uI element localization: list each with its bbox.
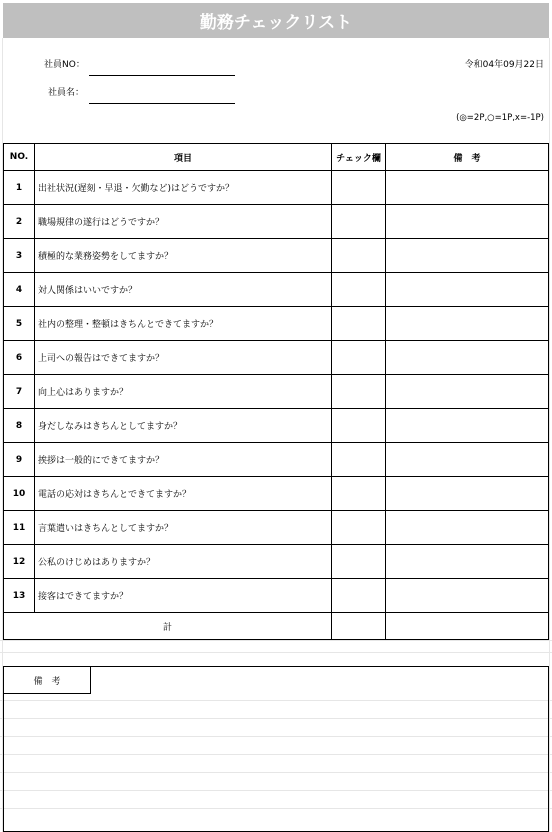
- row-no: 11: [4, 511, 35, 545]
- check-cell[interactable]: [332, 307, 386, 341]
- row-item: 職場規律の遂行はどうですか？: [35, 205, 332, 239]
- score-legend: (◎=2P,○=1P,x=-1P): [456, 113, 544, 123]
- row-no: 12: [4, 545, 35, 579]
- total-row: [4, 613, 549, 640]
- table-row: [4, 341, 549, 375]
- total-remarks-cell[interactable]: [386, 613, 549, 640]
- table-row: [4, 477, 549, 511]
- total-check-cell[interactable]: [332, 613, 386, 640]
- row-no: 4: [4, 273, 35, 307]
- notes-label: 備 考: [4, 667, 91, 694]
- header-remarks: 備 考: [386, 144, 549, 171]
- date-text: 令和04年09月22日: [464, 60, 544, 70]
- remarks-cell[interactable]: [386, 443, 549, 477]
- checklist-table: [3, 143, 549, 640]
- check-cell[interactable]: [332, 205, 386, 239]
- check-cell[interactable]: [332, 341, 386, 375]
- page-title: 勤務チェックリスト: [3, 3, 549, 38]
- row-no: 7: [4, 375, 35, 409]
- check-cell[interactable]: [332, 511, 386, 545]
- remarks-cell[interactable]: [386, 171, 549, 205]
- table-row: [4, 239, 549, 273]
- employee-no-label: 社員NO：: [44, 60, 85, 70]
- row-no: 9: [4, 443, 35, 477]
- remarks-cell[interactable]: [386, 239, 549, 273]
- table-row: [4, 545, 549, 579]
- row-item: 上司への報告はできてますか？: [35, 341, 332, 375]
- check-cell[interactable]: [332, 545, 386, 579]
- header-item: 項目: [35, 144, 332, 171]
- table-row: [4, 579, 549, 613]
- row-item: 対人関係はいいですか？: [35, 273, 332, 307]
- row-item: 出社状況(遅刻・早退・欠勤など)はどうですか？: [35, 171, 332, 205]
- row-item: 身だしなみはきちんとしてますか？: [35, 409, 332, 443]
- row-no: 2: [4, 205, 35, 239]
- table-row: [4, 273, 549, 307]
- row-no: 8: [4, 409, 35, 443]
- table-row: [4, 375, 549, 409]
- employee-name-field[interactable]: [89, 103, 235, 104]
- remarks-cell[interactable]: [386, 477, 549, 511]
- row-item: 積極的な業務姿勢をしてますか？: [35, 239, 332, 273]
- table-header-row: [4, 144, 549, 171]
- check-cell[interactable]: [332, 443, 386, 477]
- check-cell[interactable]: [332, 273, 386, 307]
- row-item: 向上心はありますか？: [35, 375, 332, 409]
- remarks-cell[interactable]: [386, 579, 549, 613]
- check-cell[interactable]: [332, 579, 386, 613]
- row-no: 3: [4, 239, 35, 273]
- check-cell[interactable]: [332, 375, 386, 409]
- row-item: 公私のけじめはありますか？: [35, 545, 332, 579]
- check-cell[interactable]: [332, 171, 386, 205]
- remarks-cell[interactable]: [386, 273, 549, 307]
- table-row: [4, 443, 549, 477]
- row-no: 10: [4, 477, 35, 511]
- row-item: 電話の応対はきちんとできてますか？: [35, 477, 332, 511]
- notes-box[interactable]: [3, 666, 549, 832]
- table-row: [4, 511, 549, 545]
- check-cell[interactable]: [332, 409, 386, 443]
- row-no: 6: [4, 341, 35, 375]
- header-check: チェック欄: [332, 144, 386, 171]
- header-no: NO.: [4, 144, 35, 171]
- remarks-cell[interactable]: [386, 545, 549, 579]
- row-no: 5: [4, 307, 35, 341]
- row-no: 1: [4, 171, 35, 205]
- employee-no-field[interactable]: [89, 75, 235, 76]
- row-item: 挨拶は一般的にできてますか？: [35, 443, 332, 477]
- check-cell[interactable]: [332, 239, 386, 273]
- total-label: 計: [4, 613, 332, 640]
- table-row: [4, 171, 549, 205]
- remarks-cell[interactable]: [386, 341, 549, 375]
- remarks-cell[interactable]: [386, 511, 549, 545]
- table-row: [4, 205, 549, 239]
- table-row: [4, 409, 549, 443]
- row-item: 社内の整理・整頓はきちんとできてますか？: [35, 307, 332, 341]
- remarks-cell[interactable]: [386, 375, 549, 409]
- employee-name-label: 社員名：: [48, 88, 85, 98]
- check-cell[interactable]: [332, 477, 386, 511]
- row-item: 言葉遣いはきちんとしてますか？: [35, 511, 332, 545]
- remarks-cell[interactable]: [386, 205, 549, 239]
- remarks-cell[interactable]: [386, 409, 549, 443]
- row-item: 接客はできてますか？: [35, 579, 332, 613]
- row-no: 13: [4, 579, 35, 613]
- remarks-cell[interactable]: [386, 307, 549, 341]
- table-row: [4, 307, 549, 341]
